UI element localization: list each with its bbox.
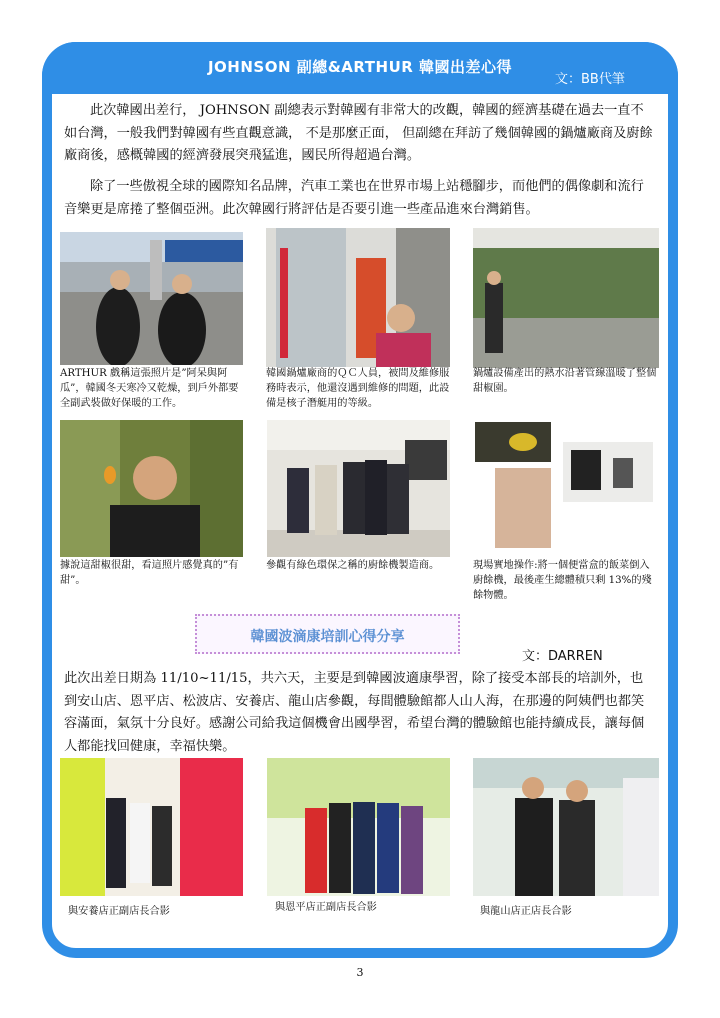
photo-boiler-qc [266,228,450,367]
photo-food-waste-demo [473,420,659,558]
page-number: 3 [356,966,364,979]
section-paragraph: 此次出差日期為 11/10~11/15，共六天，主要是到韓國波適康學習，除了接受本部長的培訓外，也到安山店、恩平店、松波店、安養店、龍山店參觀，每間體驗館都人山人海，在那邊的阿姨們也都笑容滿面，氣氛十分良好。感謝公司給我這個機會出國學習，希望台灣的體驗館也能持續成長，讓每個人都能找回健康，幸福快樂。 [64,671,645,754]
page-title: JOHNSON 副總&ARTHUR 韓國出差心得 [207,58,513,76]
photo-caption: 與安養店正副店長合影 [68,906,170,917]
photo-caption: 參觀有綠色環保之稱的廚餘機製造商。 [266,560,440,571]
byline: 文：BB代筆 [555,72,625,87]
section-title-box [195,614,460,654]
photo-two-people-korea [60,232,243,365]
photo-group-manufacturer [267,420,450,557]
section-byline: 文：DARREN [522,649,603,664]
article-paragraph-1: 此次韓國出差行， JOHNSON 副總表示對韓國有非常大的改觀，韓國的經濟基礎在過去一直不如台灣，一般我們對韓國有些直觀意識， 不是那麼正面， 但副總在拜訪了幾個韓國的鍋爐廠商及廚餘廠商後，感概韓國的經濟發展突飛猛進，國民所得超過台灣。 [64,103,653,163]
photo-caption: 與恩平店正副店長合影 [275,902,377,913]
photo-caption: 韓國鍋爐廠商的ＱＣ人員，被問及維修服務時表示，他還沒遇到維修的問題，此設備是核子潛艇用的等級。 [266,368,450,409]
photo-caption: 現場實地操作:將一個便當盒的飯菜倒入廚餘機，最後產生總體積只剩 13%的殘餘物體。 [473,560,652,601]
photo-yongsan-store [473,758,659,896]
section-title: 韓國波滴康培訓心得分享 [250,629,405,645]
photo-eunpyeong-store [267,758,450,896]
photo-caption: ARTHUR 戲稱這張照片是”阿呆與阿瓜”，韓國冬天寒冷又乾燥，到戶外都要全副武裝做好保暖的工作。 [60,368,239,409]
photo-man-with-pepper [60,420,243,557]
photo-caption: 鍋爐設備產出的熱水沿著管線溫暖了整個甜椒園。 [473,368,657,394]
article-paragraph-2: 除了一些傲視全球的國際知名品牌，汽車工業也在世界市場上站穩腳步，而他們的偶像劇和流行音樂更是席捲了整個亞洲。此次韓國行將評估是否要引進一些產品進來台灣銷售。 [64,179,644,217]
photo-caption: 據說這甜椒很甜，看這照片感覺真的”有甜”。 [60,560,239,586]
photo-caption: 與龍山店正店長合影 [480,906,572,917]
photo-anyang-store [60,758,243,896]
photo-pepper-greenhouse [473,228,659,368]
